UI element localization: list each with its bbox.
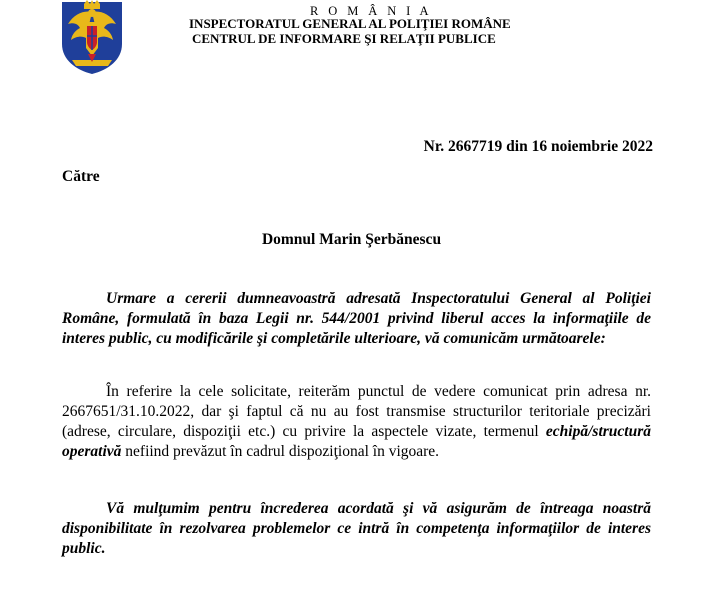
closing-paragraph: Vă mulţumim pentru încrederea acordată şi vă asigurăm de întreaga noastră disponibilitate în rezolvarea problemelor ce intră în competenţa informaţiilor de interes public. bbox=[62, 500, 651, 557]
body-text-end: nefiind prevăzut în cadrul dispoziţional în vigoare. bbox=[121, 443, 440, 460]
header-country: R O M Â N I A bbox=[310, 4, 432, 18]
romanian-police-coat-of-arms-icon bbox=[60, 0, 124, 74]
body-paragraph bbox=[62, 382, 651, 462]
header-department: CENTRUL DE INFORMARE ŞI RELAŢII PUBLICE bbox=[192, 31, 496, 46]
intro-paragraph: Urmare a cererii dumneavoastră adresată Inspectoratului General al Poliţiei Române, formulată în baza Legii nr. 544/2001 privind liberul acces la informaţiile de interes public, cu modificările şi completările ulterioare, vă comunicăm următoarele: bbox=[62, 290, 651, 347]
header-institution: INSPECTORATUL GENERAL AL POLIŢIEI ROMÂNE bbox=[189, 16, 511, 31]
body-text-start: În referire la cele solicitate, reiterăm punctul de vedere comunicat prin adresa nr. 2667651/31.10.2022, dar şi faptul că nu au fost transmise structurilor teritoriale precizări (adrese, circulare, dispoziţii etc.) cu privire la aspectele vizate, termenul bbox=[62, 383, 651, 440]
to-label: Către bbox=[62, 168, 100, 185]
recipient-name: Domnul Marin Şerbănescu bbox=[261, 231, 442, 248]
reference-number: Nr. 2667719 din 16 noiembrie 2022 bbox=[423, 138, 653, 155]
body-emphasis: echipă/structură operativă bbox=[62, 423, 651, 460]
